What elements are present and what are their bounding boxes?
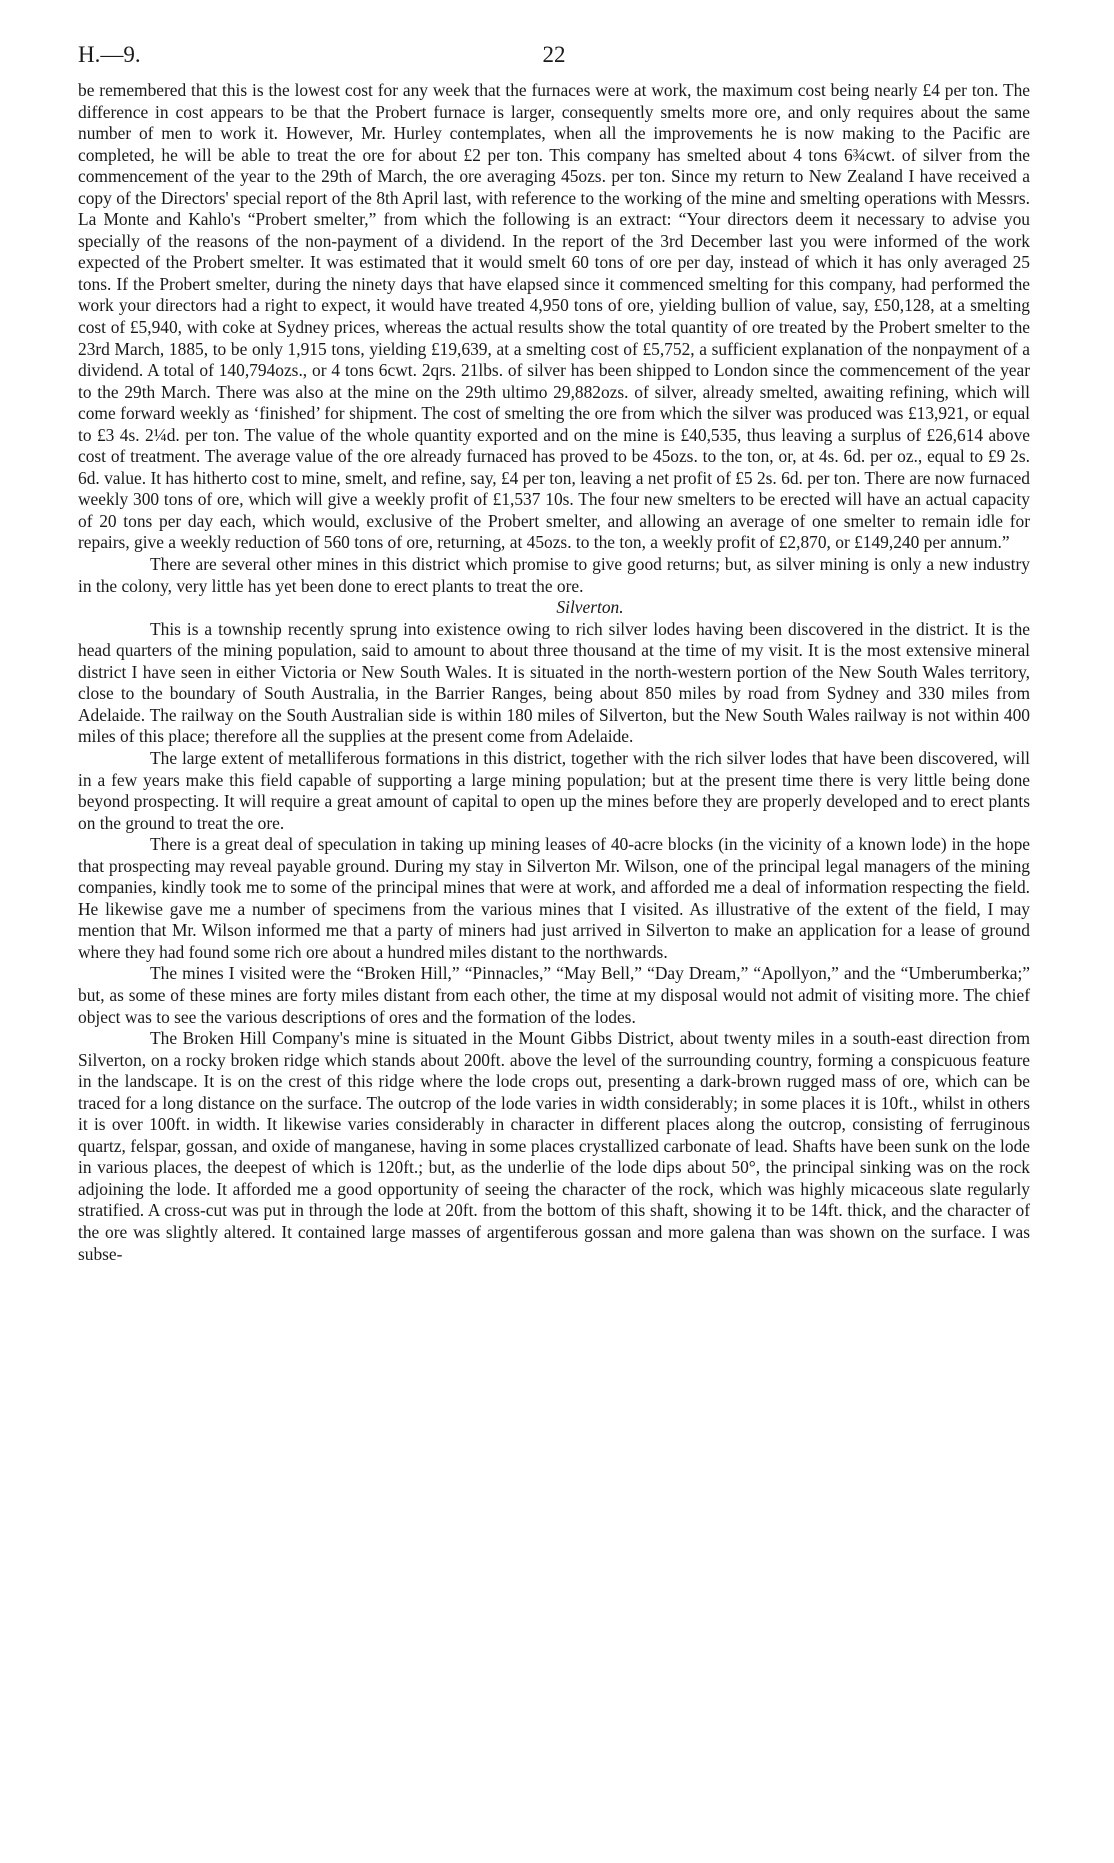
document-page [78,36,1030,1265]
paragraph-other-mines: There are several other mines in this district which promise to give good returns; but, as silver mining is only a new industry in the colony, very little has yet been done to erect plants to treat the ore. [78,554,1030,596]
document-body [78,80,1030,1265]
paragraph-mining-leases: There is a great deal of speculation in taking up mining leases of 40-acre blocks (in the vicinity of a known lode) in the hope that prospecting may reveal payable ground. During my stay in Silverton Mr. Wilson, one of the principal legal managers of the mining companies, kindly took me to some of the principal mines that were at work, and afforded me a deal of information respecting the field. He likewise gave me a number of specimens from the various mines that I visited. As illustrative of the extent of the field, I may mention that Mr. Wilson informed me that a party of miners had just arrived in Silverton to make an application for a lease of ground where they had found some rich ore about a hundred miles distant to the northwards. [78,834,1030,962]
page-header [78,36,1030,80]
paragraph-metalliferous-formations: The large extent of metalliferous formations in this district, together with the rich silver lodes that have been discovered, will in a few years make this field capable of supporting a large mining population; but at the present time there is very little being done beyond prospecting. It will require a great amount of capital to open up the mines before they are properly developed and to erect plants on the ground to treat the ore. [78,747,1030,833]
section-heading-silverton: Silverton. [556,597,624,618]
paragraph-broken-hill: The Broken Hill Company's mine is situated in the Mount Gibbs District, about twenty miles in a south-east direction from Silverton, on a rocky broken ridge which stands about 200ft. above the level of the surrounding country, forming a conspicuous feature in the landscape. It is on the crest of this ridge where the lode crops out, presenting a dark-brown rugged mass of ore, which can be traced for a long distance on the surface. The outcrop of the lode varies in width considerably; in some places it is 10ft., whilst in others it is over 100ft. in width. It likewise varies considerably in character in different places along the outcrop, consisting of ferruginous quartz, felspar, gossan, and oxide of manganese, having in some places crystallized carbonate of lead. Shafts have been sunk on the lode in various places, the deepest of which is 120ft.; but, as the underlie of the lode dips about 50°, the principal sinking was on the rock adjoining the lode. It afforded me a good opportunity of seeing the character of the rock, which was highly micaceous slate regularly stratified. A cross-cut was put in through the lode at 20ft. from the bottom of this shaft, showing it to be 14ft. thick, and the character of the ore was slightly altered. It contained large masses of argentiferous gossan and more galena than was shown on the surface. I was subse- [78,1028,1030,1264]
page-number: 22 [542,42,566,67]
paragraph-silverton-township: This is a township recently sprung into existence owing to rich silver lodes having been discovered in the district. It is the head quarters of the mining population, said to amount to about three thousand at the time of my visit. It is the most extensive mineral district I have seen in either Victoria or New South Wales. It is situated in the north-western portion of the New South Wales territory, close to the boundary of South Australia, in the Barrier Ranges, being about 850 miles by road from Sydney and 330 miles from Adelaide. The railway on the South Australian side is within 180 miles of Silverton, but the New South Wales railway is not within 400 miles of this place; therefore all the supplies at the present come from Adelaide. [78,618,1030,747]
document-reference: H.—9. [78,42,141,67]
paragraph-mines-visited: The mines I visited were the “Broken Hill,” “Pinnacles,” “May Bell,” “Day Dream,” “Apollyon,” and the “Umberumberka;” but, as some of these mines are forty miles distant from each other, the time at my disposal would not admit of visiting more. The chief object was to see the various descriptions of ores and the formation of the lodes. [78,963,1030,1027]
paragraph-continuation: be remembered that this is the lowest cost for any week that the furnaces were at work, the maximum cost being nearly £4 per ton. The difference in cost appears to be that the Probert furnace is larger, consequently smelts more ore, and only requires about the same number of men to work it. However, Mr. Hurley contemplates, when all the improvements he is now making to the Pacific are completed, he will be able to treat the ore for about £2 per ton. This company has smelted about 4 tons 6¾cwt. of silver from the commencement of the year to the 29th of March, the ore averaging 45ozs. per ton. Since my return to New Zealand I have received a copy of the Directors' special report of the 8th April last, with reference to the working of the mine and smelting operations with Messrs. La Monte and Kahlo's “Probert smelter,” from which the following is an extract: “Your directors deem it necessary to advise you specially of the reasons of the non-payment of a dividend. In the report of the 3rd December last you were informed of the work expected of the Probert smelter. It was estimated that it would smelt 60 tons of ore per day, instead of which it has only averaged 25 tons. If the Probert smelter, during the ninety days that have elapsed since it commenced smelting for this company, had performed the work your directors had a right to expect, it would have treated 4,950 tons of ore, yielding bullion of value, say, £50,128, at a smelting cost of £5,940, with coke at Sydney prices, whereas the actual results show the total quantity of ore treated by the Probert smelter to the 23rd March, 1885, to be only 1,915 tons, yielding £19,639, at a smelting cost of £5,752, a sufficient explanation of the nonpayment of a dividend. A total of 140,794ozs., or 4 tons 6cwt. 2qrs. 21lbs. of silver has been shipped to London since the commencement of the year to the 29th March. There was also at the mine on the 29th ultimo 29,882ozs. of silver, already smelted, awaiting refining, which will come forward weekly as ‘finished’ for shipment. The cost of smelting the ore from which the silver was produced was £13,921, or equal to £3 4s. 2¼d. per ton. The value of the whole quantity exported and on the mine is £40,535, thus leaving a surplus of £26,614 above cost of treatment. The average value of the ore already furnaced has proved to be 45ozs. to the ton, or, at 4s. 6d. per oz., equal to £9 2s. 6d. value. It has hitherto cost to mine, smelt, and refine, say, £4 per ton, leaving a net profit of £5 2s. 6d. per ton. There are now furnaced weekly 300 tons of ore, which will give a weekly profit of £1,537 10s. The four new smelters to be erected will have an actual capacity of 20 tons per day each, which would, exclusive of the Probert smelter, and allowing an average of one smelter to remain idle for repairs, give a weekly reduction of 560 tons of ore, returning, at 45ozs. to the ton, a weekly profit of £2,870, or £149,240 per annum.” [78,80,1030,553]
